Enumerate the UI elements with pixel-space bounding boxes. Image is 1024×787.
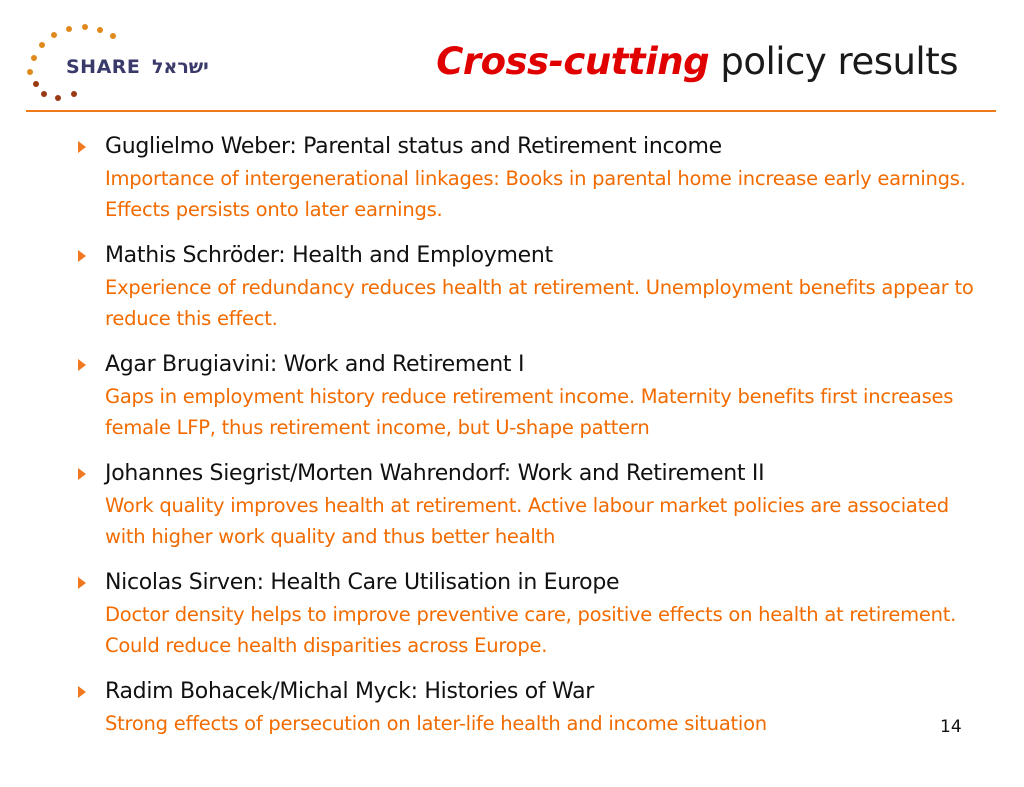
item-detail: Strong effects of persecution on later-life health and income situation	[105, 712, 767, 735]
item-heading: Mathis Schröder: Health and Employment	[105, 243, 553, 268]
list-item	[74, 351, 974, 460]
item-detail: Experience of redundancy reduces health at retirement. Unemployment benefits appear to reduce this effect.	[105, 276, 974, 330]
bullet-arrow-icon	[78, 359, 86, 371]
title-rest: policy results	[720, 40, 958, 83]
item-detail: Gaps in employment history reduce retirement income. Maternity benefits first increases female LFP, thus retirement income, but U-shape pattern	[105, 385, 954, 439]
list-item	[74, 242, 974, 351]
slide-title	[436, 40, 958, 83]
title-accent: Cross-cutting	[436, 40, 710, 83]
logo-text: SHARE	[66, 56, 141, 78]
share-logo	[22, 22, 222, 104]
item-detail: Doctor density helps to improve preventive care, positive effects on health at retirement. Could reduce health disparities across Europe.	[105, 603, 957, 657]
bullet-arrow-icon	[78, 686, 86, 698]
item-heading: Agar Brugiavini: Work and Retirement I	[105, 352, 525, 377]
list-item	[74, 460, 974, 569]
item-heading: Nicolas Sirven: Health Care Utilisation in Europe	[105, 570, 620, 595]
page-number: 14	[940, 717, 962, 737]
item-heading: Guglielmo Weber: Parental status and Retirement income	[105, 134, 722, 159]
logo-hebrew-text: ישראל	[152, 56, 209, 78]
item-heading: Radim Bohacek/Michal Myck: Histories of War	[105, 679, 595, 704]
title-divider	[26, 110, 996, 112]
bullet-arrow-icon	[78, 577, 86, 589]
list-item	[74, 133, 974, 242]
item-detail: Importance of intergenerational linkages: Books in parental home increase early earnings. Effects persists onto later earnings.	[105, 167, 966, 221]
list-item	[74, 678, 974, 787]
bullet-list	[74, 133, 974, 787]
item-detail: Work quality improves health at retirement. Active labour market policies are associated with higher work quality and thus better health	[105, 494, 949, 548]
bullet-arrow-icon	[78, 141, 86, 153]
bullet-arrow-icon	[78, 250, 86, 262]
bullet-arrow-icon	[78, 468, 86, 480]
item-heading: Johannes Siegrist/Morten Wahrendorf: Work and Retirement II	[105, 461, 765, 486]
list-item	[74, 569, 974, 678]
